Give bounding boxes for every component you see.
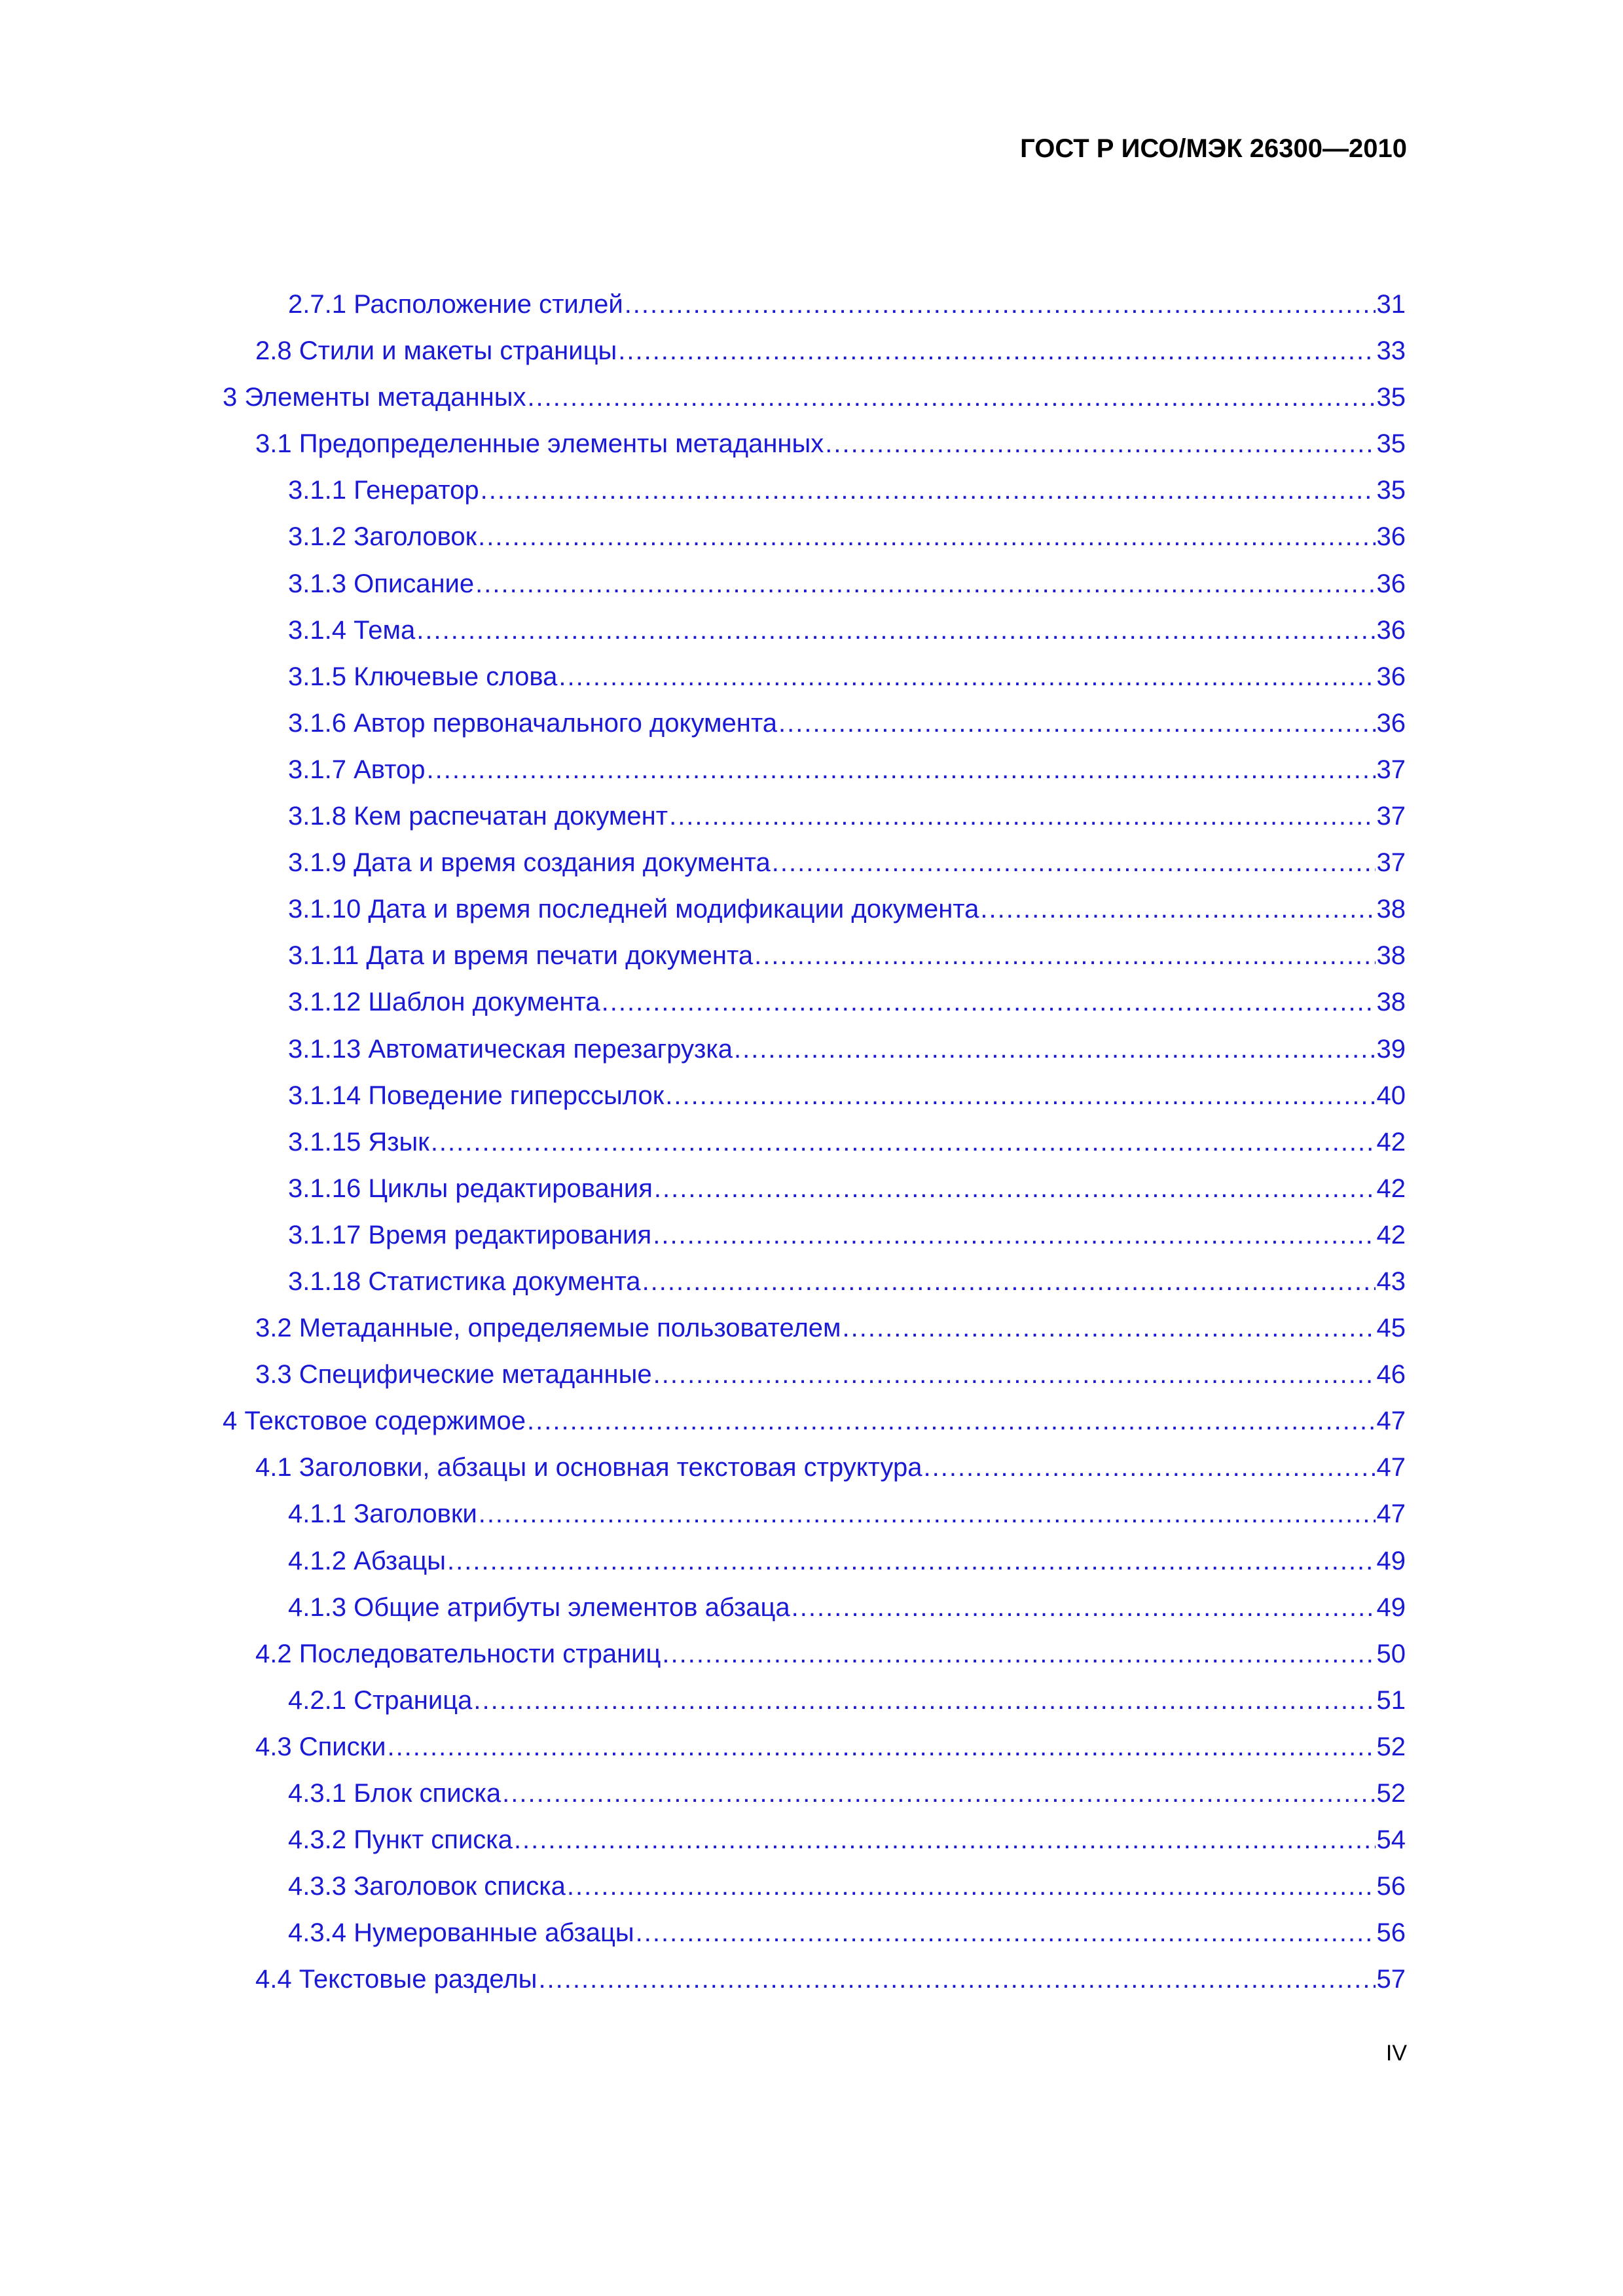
document-standard-id: ГОСТ Р ИСО/МЭК 26300—2010 xyxy=(1020,134,1407,163)
toc-entry-page: 42 xyxy=(1376,1174,1406,1203)
toc-entry[interactable] xyxy=(223,846,1406,893)
toc-entry-title: 4.1.1 Заголовки xyxy=(288,1498,479,1530)
toc-entry-page: 47 xyxy=(1376,1453,1406,1482)
toc-dot-leader xyxy=(669,800,1375,833)
toc-dot-leader xyxy=(642,1265,1376,1298)
toc-entry-title: 3.1.13 Автоматическая перезагрузка xyxy=(288,1033,734,1066)
toc-entry-page: 50 xyxy=(1376,1639,1406,1668)
toc-entry[interactable] xyxy=(223,660,1406,707)
toc-dot-leader xyxy=(427,753,1376,786)
toc-entry[interactable] xyxy=(223,1498,1406,1544)
toc-entry[interactable] xyxy=(223,427,1406,474)
toc-entry-title: 3.1.17 Время редактирования xyxy=(288,1219,653,1251)
toc-entry[interactable] xyxy=(223,334,1406,381)
toc-dot-leader xyxy=(527,1405,1375,1437)
toc-entry[interactable] xyxy=(223,986,1406,1032)
toc-entry-title: 2.7.1 Расположение стилей xyxy=(288,288,625,321)
toc-entry[interactable] xyxy=(223,1591,1406,1638)
toc-entry-page: 33 xyxy=(1376,336,1406,366)
toc-dot-leader xyxy=(636,1916,1376,1949)
toc-entry-page: 47 xyxy=(1376,1499,1406,1529)
toc-entry[interactable] xyxy=(223,1684,1406,1731)
toc-entry[interactable] xyxy=(223,1265,1406,1312)
toc-entry[interactable] xyxy=(223,1172,1406,1219)
toc-dot-leader xyxy=(625,288,1376,321)
toc-dot-leader xyxy=(772,846,1376,879)
toc-entry[interactable] xyxy=(223,800,1406,846)
toc-entry[interactable] xyxy=(223,1638,1406,1684)
toc-entry[interactable] xyxy=(223,1079,1406,1126)
toc-entry-page: 37 xyxy=(1376,848,1406,878)
toc-entry[interactable] xyxy=(223,707,1406,753)
toc-dot-leader xyxy=(387,1731,1375,1763)
toc-entry[interactable] xyxy=(223,1870,1406,1916)
toc-dot-leader xyxy=(514,1823,1376,1856)
toc-entry-title: 4.2.1 Страница xyxy=(288,1684,473,1717)
toc-entry-title: 4.1.2 Абзацы xyxy=(288,1545,447,1577)
toc-entry-title: 3.1.14 Поведение гиперссылок xyxy=(288,1079,665,1112)
toc-dot-leader xyxy=(416,614,1375,647)
toc-entry[interactable] xyxy=(223,1219,1406,1265)
toc-entry-page: 36 xyxy=(1376,708,1406,738)
toc-dot-leader xyxy=(665,1079,1375,1112)
toc-dot-leader xyxy=(527,381,1375,414)
toc-entry-title: 3.3 Специфические метаданные xyxy=(255,1358,653,1391)
toc-entry-title: 3.1 Предопределенные элементы метаданных xyxy=(255,427,825,460)
toc-entry-page: 35 xyxy=(1376,476,1406,505)
toc-entry[interactable] xyxy=(223,1777,1406,1823)
toc-dot-leader xyxy=(473,1684,1375,1717)
toc-entry[interactable] xyxy=(223,1405,1406,1451)
toc-entry-page: 36 xyxy=(1376,569,1406,598)
toc-entry-title: 3.1.18 Статистика документа xyxy=(288,1265,642,1298)
toc-entry-page: 36 xyxy=(1376,662,1406,691)
toc-entry-title: 3.1.6 Автор первоначального документа xyxy=(288,707,778,740)
toc-dot-leader xyxy=(618,334,1375,367)
toc-entry-title: 4.3.1 Блок списка xyxy=(288,1777,502,1810)
toc-dot-leader xyxy=(792,1591,1376,1624)
toc-entry-page: 52 xyxy=(1376,1779,1406,1808)
toc-entry-title: 4.3.3 Заголовок списка xyxy=(288,1870,567,1903)
toc-entry[interactable] xyxy=(223,288,1406,334)
toc-entry-title: 3.2 Метаданные, определяемые пользователем xyxy=(255,1312,843,1344)
toc-dot-leader xyxy=(843,1312,1376,1344)
toc-dot-leader xyxy=(602,986,1376,1018)
toc-entry-title: 4.2 Последовательности страниц xyxy=(255,1638,662,1670)
toc-entry-page: 49 xyxy=(1376,1546,1406,1575)
toc-entry-page: 31 xyxy=(1376,290,1406,319)
toc-entry-title: 3.1.7 Автор xyxy=(288,753,427,786)
page-number: IV xyxy=(1385,2041,1407,2066)
toc-entry-title: 3.1.1 Генератор xyxy=(288,474,481,507)
toc-dot-leader xyxy=(654,1172,1376,1205)
toc-entry[interactable] xyxy=(223,1916,1406,1963)
toc-entry-page: 36 xyxy=(1376,522,1406,552)
toc-entry-title: 3.1.3 Описание xyxy=(288,567,475,600)
toc-entry-title: 3.1.16 Циклы редактирования xyxy=(288,1172,654,1205)
toc-entry[interactable] xyxy=(223,1126,1406,1172)
toc-entry-page: 40 xyxy=(1376,1081,1406,1110)
toc-entry-title: 3.1.15 Язык xyxy=(288,1126,431,1158)
toc-entry[interactable] xyxy=(223,753,1406,800)
toc-entry-page: 38 xyxy=(1376,895,1406,924)
toc-entry-title: 4.3.2 Пункт списка xyxy=(288,1823,514,1856)
toc-entry[interactable] xyxy=(223,567,1406,614)
toc-entry-title: 3.1.2 Заголовок xyxy=(288,520,478,553)
toc-entry[interactable] xyxy=(223,1033,1406,1079)
toc-dot-leader xyxy=(653,1219,1375,1251)
toc-entry-title: 4.3 Списки xyxy=(255,1731,387,1763)
toc-entry-page: 38 xyxy=(1376,941,1406,971)
toc-dot-leader xyxy=(479,1498,1376,1530)
toc-entry-page: 45 xyxy=(1376,1314,1406,1343)
toc-dot-leader xyxy=(778,707,1376,740)
toc-entry-page: 57 xyxy=(1376,1965,1406,1994)
toc-entry-title: 3.1.10 Дата и время последней модификации документа xyxy=(288,893,980,925)
toc-entry-title: 3.1.9 Дата и время создания документа xyxy=(288,846,772,879)
toc-entry[interactable] xyxy=(223,1963,1406,2009)
toc-entry-title: 3 Элементы метаданных xyxy=(223,381,527,414)
toc-dot-leader xyxy=(567,1870,1376,1903)
toc-entry[interactable] xyxy=(223,1451,1406,1498)
toc-dot-leader xyxy=(431,1126,1376,1158)
toc-entry[interactable] xyxy=(223,474,1406,520)
toc-entry-page: 36 xyxy=(1376,615,1406,645)
toc-dot-leader xyxy=(558,660,1375,693)
toc-entry-page: 49 xyxy=(1376,1592,1406,1622)
toc-dot-leader xyxy=(538,1963,1375,1996)
toc-dot-leader xyxy=(481,474,1376,507)
toc-entry[interactable] xyxy=(223,939,1406,986)
toc-dot-leader xyxy=(825,427,1375,460)
toc-dot-leader xyxy=(980,893,1375,925)
toc-entry-page: 42 xyxy=(1376,1220,1406,1249)
toc-entry-title: 3.1.11 Дата и время печати документа xyxy=(288,939,754,972)
toc-entry-page: 35 xyxy=(1376,383,1406,412)
toc-entry-page: 43 xyxy=(1376,1266,1406,1296)
toc-entry-title: 3.1.12 Шаблон документа xyxy=(288,986,602,1018)
toc-entry-page: 38 xyxy=(1376,988,1406,1017)
toc-entry-title: 3.1.4 Тема xyxy=(288,614,416,647)
toc-entry[interactable] xyxy=(223,1823,1406,1870)
toc-entry-page: 46 xyxy=(1376,1360,1406,1390)
toc-entry[interactable] xyxy=(223,381,1406,427)
toc-entry-title: 4 Текстовое содержимое xyxy=(223,1405,527,1437)
toc-entry-title: 4.3.4 Нумерованные абзацы xyxy=(288,1916,636,1949)
toc-entry-page: 51 xyxy=(1376,1685,1406,1715)
toc-entry[interactable] xyxy=(223,520,1406,567)
toc-dot-leader xyxy=(734,1033,1376,1066)
toc-entry-page: 56 xyxy=(1376,1918,1406,1948)
toc-entry[interactable] xyxy=(223,1358,1406,1405)
toc-entry-page: 47 xyxy=(1376,1407,1406,1436)
toc-entry-title: 3.1.5 Ключевые слова xyxy=(288,660,558,693)
toc-entry-title: 4.1 Заголовки, абзацы и основная текстовая структура xyxy=(255,1451,923,1484)
toc-entry-page: 35 xyxy=(1376,429,1406,459)
toc-dot-leader xyxy=(478,520,1375,553)
toc-entry[interactable] xyxy=(223,1731,1406,1777)
toc-dot-leader xyxy=(662,1638,1375,1670)
table-of-contents xyxy=(223,288,1406,2009)
toc-entry-title: 3.1.8 Кем распечатан документ xyxy=(288,800,669,833)
toc-entry[interactable] xyxy=(223,1545,1406,1591)
toc-dot-leader xyxy=(754,939,1375,972)
toc-entry-page: 42 xyxy=(1376,1127,1406,1157)
toc-entry-page: 54 xyxy=(1376,1825,1406,1855)
toc-dot-leader xyxy=(923,1451,1375,1484)
toc-entry-title: 4.4 Текстовые разделы xyxy=(255,1963,538,1996)
toc-entry-page: 56 xyxy=(1376,1872,1406,1901)
toc-entry-title: 4.1.3 Общие атрибуты элементов абзаца xyxy=(288,1591,792,1624)
toc-dot-leader xyxy=(475,567,1375,600)
toc-entry-page: 37 xyxy=(1376,755,1406,784)
toc-entry-title: 2.8 Стили и макеты страницы xyxy=(255,334,618,367)
toc-dot-leader xyxy=(447,1545,1375,1577)
toc-entry-page: 39 xyxy=(1376,1034,1406,1064)
toc-dot-leader xyxy=(653,1358,1376,1391)
toc-entry[interactable] xyxy=(223,1312,1406,1358)
toc-dot-leader xyxy=(502,1777,1375,1810)
toc-entry-page: 52 xyxy=(1376,1732,1406,1761)
toc-entry[interactable] xyxy=(223,614,1406,660)
toc-entry[interactable] xyxy=(223,893,1406,939)
toc-entry-page: 37 xyxy=(1376,802,1406,831)
